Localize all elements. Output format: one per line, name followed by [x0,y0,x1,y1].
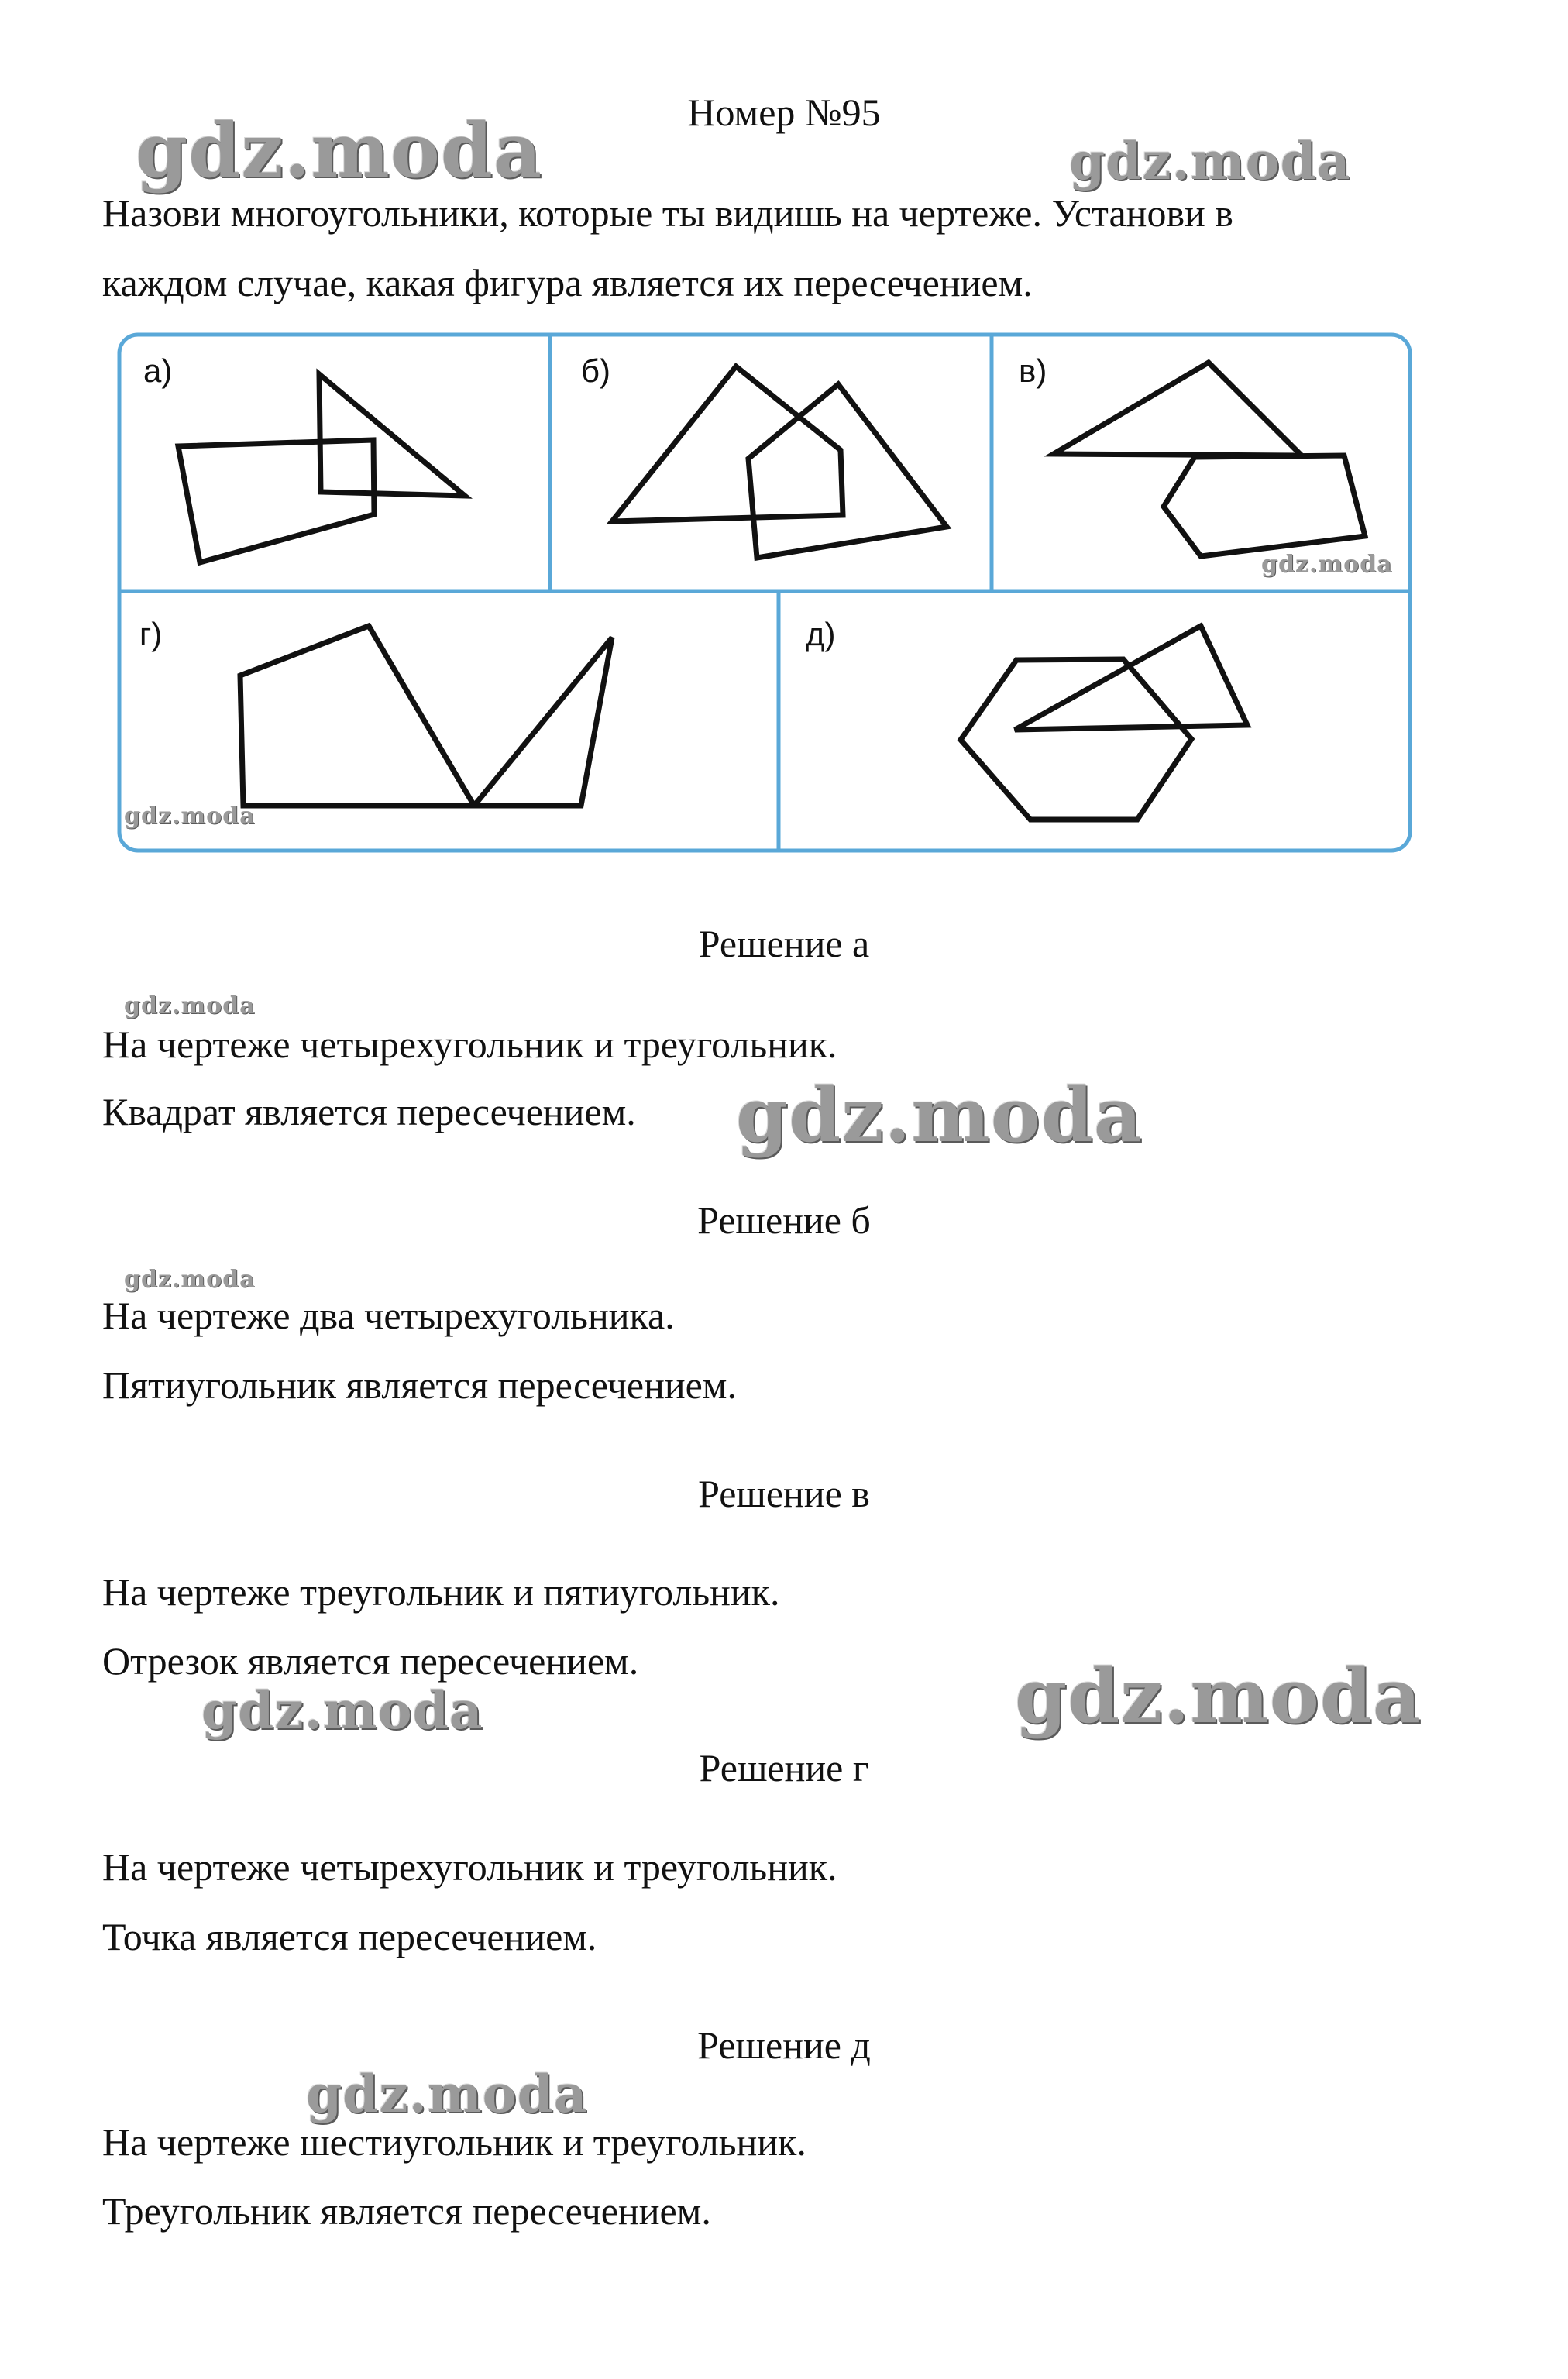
panel-label-b: б) [581,352,611,389]
task-text-line-1: Назови многоугольники, которые ты видишь на чертеже. Установи в [102,191,1233,235]
shape-g-triangle [474,638,612,806]
solution-g-line-2: Точка является пересечением. [102,1915,597,1958]
solution-a-title: Решение а [698,922,870,965]
solution-b-line-1: На чертеже два четырехугольника. [102,1294,675,1337]
watermark: gdz.moda [124,992,256,1019]
shape-v-pentagon [1164,456,1365,556]
polygons-figure [116,332,1418,858]
solution-d-line-1: На чертеже шестиугольник и треугольник. [102,2120,806,2164]
panel-label-a: а) [143,352,173,389]
watermark: gdz.moda [306,2064,588,2124]
solution-d-line-2: Треугольник является пересечением. [102,2189,711,2233]
panel-label-d: д) [806,616,836,652]
solution-g-title: Решение г [699,1746,869,1789]
solution-d-title: Решение д [697,2023,871,2067]
solution-v-line-2: Отрезок является пересечением. [102,1639,639,1683]
watermark: gdz.moda [201,1680,483,1741]
solution-a-line-1: На чертеже четырехугольник и треугольник. [102,1023,837,1066]
solution-b-title: Решение б [697,1198,871,1242]
solution-v-line-1: На чертеже треугольник и пятиугольник. [102,1570,780,1614]
shape-b-quadrilateral-2 [748,384,947,558]
solution-a-line-2: Квадрат является пересечением. [102,1090,636,1133]
watermark: gdz.moda [1069,131,1351,191]
page-title: Номер №95 [687,91,881,134]
solution-v-title: Решение в [698,1472,870,1515]
watermark: gdz.moda [124,803,256,830]
watermark: gdz.moda [1261,551,1393,578]
solution-g-line-1: На чертеже четырехугольник и треугольник. [102,1845,837,1889]
shape-v-triangle [1054,363,1302,456]
panel-label-v: в) [1019,352,1047,389]
solution-b-line-2: Пятиугольник является пересечением. [102,1363,737,1407]
watermark: gdz.moda [136,107,543,194]
shape-a-quadrilateral [178,440,374,562]
task-text-line-2: каждом случае, какая фигура является их пересечением. [102,261,1033,304]
shape-b-quadrilateral-1 [612,366,843,521]
shape-g-quadrilateral [240,626,474,806]
shape-a-triangle [319,374,465,496]
panel-label-g: г) [139,616,163,652]
watermark: gdz.moda [736,1071,1143,1159]
watermark: gdz.moda [1015,1652,1422,1740]
watermark: gdz.moda [124,1266,256,1293]
shape-d-hexagon [961,659,1191,820]
shape-d-triangle [1015,626,1247,730]
